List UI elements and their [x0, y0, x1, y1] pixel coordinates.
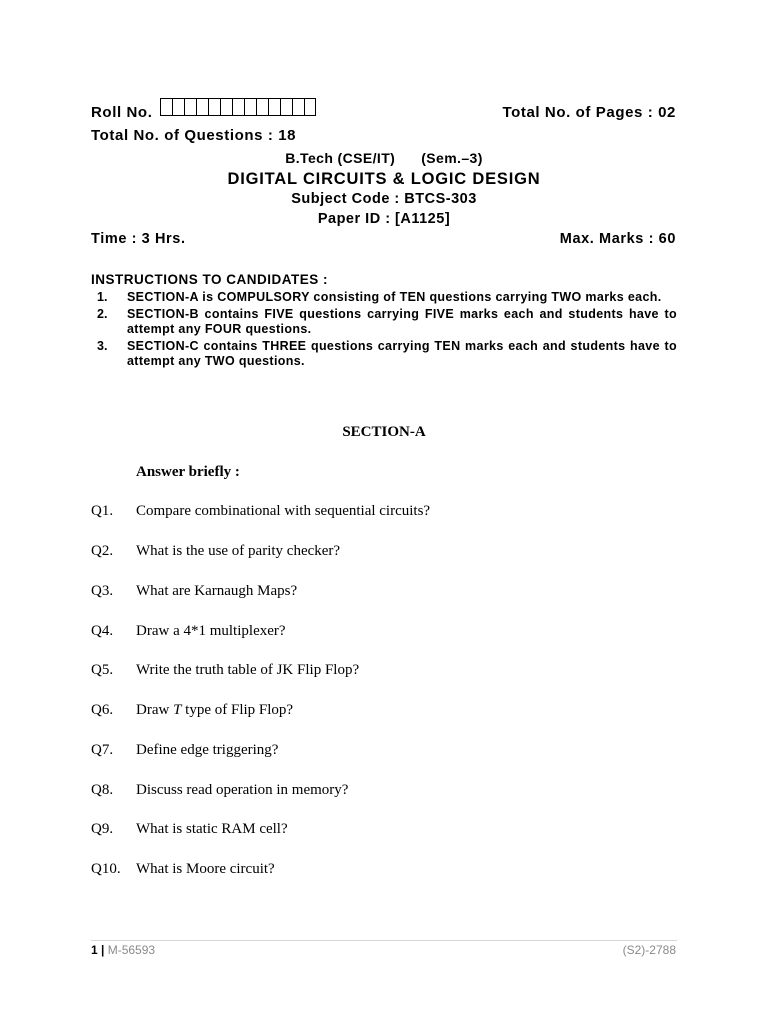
subject-title: DIGITAL CIRCUITS & LOGIC DESIGN: [227, 170, 541, 188]
roll-number-box[interactable]: [172, 98, 184, 116]
question-text: Write the truth table of JK Flip Flop?: [136, 662, 360, 678]
question-item: [91, 861, 275, 878]
instruction-number: 3.: [97, 339, 108, 353]
instructions-heading: INSTRUCTIONS TO CANDIDATES :: [91, 272, 329, 287]
question-number: Q10.: [91, 861, 121, 877]
question-text: Compare combinational with sequential circuits?: [136, 503, 431, 519]
question-number: Q6.: [91, 702, 114, 718]
footer-right-code: (S2)-2788: [622, 943, 676, 957]
instruction-item: [91, 307, 677, 337]
roll-number-box[interactable]: [208, 98, 220, 116]
instruction-number: 2.: [97, 307, 108, 321]
roll-number-box[interactable]: [304, 98, 316, 116]
roll-number-label: Roll No.: [91, 104, 153, 121]
instruction-number: 1.: [97, 290, 108, 304]
page-number: 1: [91, 943, 98, 957]
max-marks: Max. Marks : 60: [559, 231, 676, 247]
question-text: Draw a 4*1 multiplexer?: [136, 623, 286, 639]
question-number: Q2.: [91, 543, 114, 559]
question-item: [91, 543, 340, 560]
roll-number-box[interactable]: [244, 98, 256, 116]
roll-number-box[interactable]: [256, 98, 268, 116]
question-text: What is static RAM cell?: [136, 821, 288, 837]
exam-duration: Time : 3 Hrs.: [91, 231, 186, 247]
question-text-part: type of Flip Flop?: [181, 702, 294, 718]
question-text: What is the use of parity checker?: [136, 543, 341, 559]
question-number: Q9.: [91, 821, 114, 837]
total-pages: Total No. of Pages : 02: [502, 104, 676, 121]
subject-code: Subject Code : BTCS-303: [291, 191, 477, 207]
question-item: [91, 623, 286, 640]
question-item: [91, 742, 278, 759]
instructions-list: [91, 290, 677, 371]
question-text-part: Draw: [136, 702, 174, 718]
instruction-item: [91, 290, 677, 305]
instruction-text: SECTION-B contains FIVE questions carrying FIVE marks each and students have to attempt any FOUR questions.: [127, 307, 677, 336]
roll-number-boxes[interactable]: [160, 98, 316, 116]
section-a-title: SECTION-A: [342, 424, 426, 440]
question-item: [91, 782, 348, 799]
question-number: Q5.: [91, 662, 114, 678]
paper-id: Paper ID : [A1125]: [317, 211, 451, 227]
question-item: [91, 821, 288, 838]
document-code: M-56593: [107, 943, 156, 957]
roll-number-box[interactable]: [196, 98, 208, 116]
roll-number-box[interactable]: [280, 98, 292, 116]
question-text: What are Karnaugh Maps?: [136, 583, 298, 599]
question-item: [91, 503, 430, 520]
semester: (Sem.–3): [421, 150, 483, 166]
roll-number-box[interactable]: [268, 98, 280, 116]
roll-number-box[interactable]: [160, 98, 172, 116]
question-number: Q3.: [91, 583, 114, 599]
question-item: [91, 662, 359, 679]
question-item: [91, 702, 293, 719]
footer-divider: [91, 940, 677, 941]
roll-number-box[interactable]: [184, 98, 196, 116]
footer-separator: |: [97, 943, 108, 957]
question-text: [136, 702, 293, 719]
roll-number-box[interactable]: [232, 98, 244, 116]
question-number: Q4.: [91, 623, 114, 639]
roll-number-box[interactable]: [220, 98, 232, 116]
course-line: [0, 150, 768, 166]
question-number: Q1.: [91, 503, 114, 519]
instruction-item: [91, 339, 677, 369]
question-text: What is Moore circuit?: [136, 861, 275, 877]
question-number: Q7.: [91, 742, 114, 758]
roll-number-box[interactable]: [292, 98, 304, 116]
question-text: Discuss read operation in memory?: [136, 782, 349, 798]
instruction-text: SECTION-A is COMPULSORY consisting of TEN questions carrying TWO marks each.: [127, 290, 662, 304]
question-item: [91, 583, 297, 600]
course-name: B.Tech (CSE/IT): [285, 150, 396, 166]
question-text: Define edge triggering?: [136, 742, 279, 758]
question-number: Q8.: [91, 782, 114, 798]
section-a-subtitle: Answer briefly :: [136, 464, 240, 480]
question-text-italic: T: [173, 702, 182, 718]
instruction-text: SECTION-C contains THREE questions carrying TEN marks each and students have to attempt any TWO questions.: [127, 339, 677, 368]
total-questions: Total No. of Questions : 18: [91, 127, 297, 144]
footer-left: [91, 943, 155, 957]
